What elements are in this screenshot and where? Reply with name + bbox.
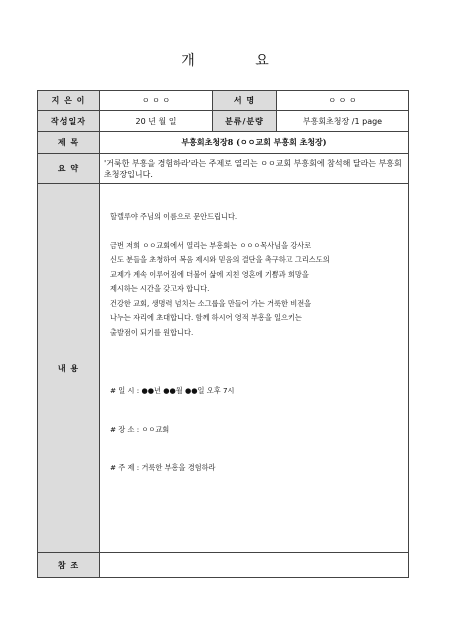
signature-label: 서 명 xyxy=(213,91,277,111)
body-line: 건강한 교회, 생명력 넘치는 소그룹을 만들어 가는 거룩한 비전을 xyxy=(110,298,312,308)
body-line: 나누는 자리에 초대합니다. 함께 하시어 영적 부흥을 일으키는 xyxy=(110,313,302,322)
date-value: 20 년 월 일 xyxy=(100,111,213,132)
content-cell xyxy=(100,184,409,553)
content-body xyxy=(100,184,408,544)
body-line: 신도 분들을 초청하여 복음 제시와 믿음의 결단을 촉구하고 그리스도의 xyxy=(110,255,330,264)
event-place-line: # 장 소 : ㅇㅇ교회 xyxy=(110,424,170,434)
subject-value: 부흥회초청장8 (ㅇㅇ교회 부흥회 초청장) xyxy=(100,132,409,154)
document-title: 개 요 xyxy=(181,53,297,69)
greeting-text: 할렐루야 주님의 이름으로 문안드립니다. xyxy=(110,212,238,221)
author-label: 지 은 이 xyxy=(38,91,100,111)
summary-value: '거룩한 부흥을 경험하라'라는 주제로 열리는 ㅇㅇ교회 부흥회에 참석해 달라는 부흥회초청장입니다. xyxy=(100,154,409,184)
reference-value xyxy=(100,553,409,578)
category-value: 부흥회초청장 /1 page xyxy=(277,111,409,132)
content-label: 내 용 xyxy=(38,184,100,553)
body-line: 출발점이 되기를 원합니다. xyxy=(110,327,194,337)
reference-label: 참 조 xyxy=(38,553,100,578)
overview-form-table xyxy=(37,90,409,578)
body-line: 금번 저희 ㅇㅇ교회에서 열리는 부흥회는 ㅇㅇㅇ목사님을 강사로 xyxy=(110,240,312,250)
date-label: 작성일자 xyxy=(38,111,100,132)
body-line: 교제가 계속 이루어짐에 더불어 삶에 지친 영혼에 기쁨과 희망을 xyxy=(110,269,309,279)
body-line: 제시하는 시간을 갖고자 합니다. xyxy=(110,284,210,293)
signature-value: ㅇ ㅇ ㅇ xyxy=(277,91,409,111)
event-theme-line: # 주 제 : 거룩한 부흥을 경험하라 xyxy=(110,463,216,472)
author-value: ㅇ ㅇ ㅇ xyxy=(100,91,213,111)
category-label: 분류/분량 xyxy=(213,111,277,132)
summary-label: 요 약 xyxy=(38,154,100,184)
subject-label: 제 목 xyxy=(38,132,100,154)
event-date-line: # 일 시 : ●●년 ●●월 ●●일 오후 7시 xyxy=(110,386,235,395)
